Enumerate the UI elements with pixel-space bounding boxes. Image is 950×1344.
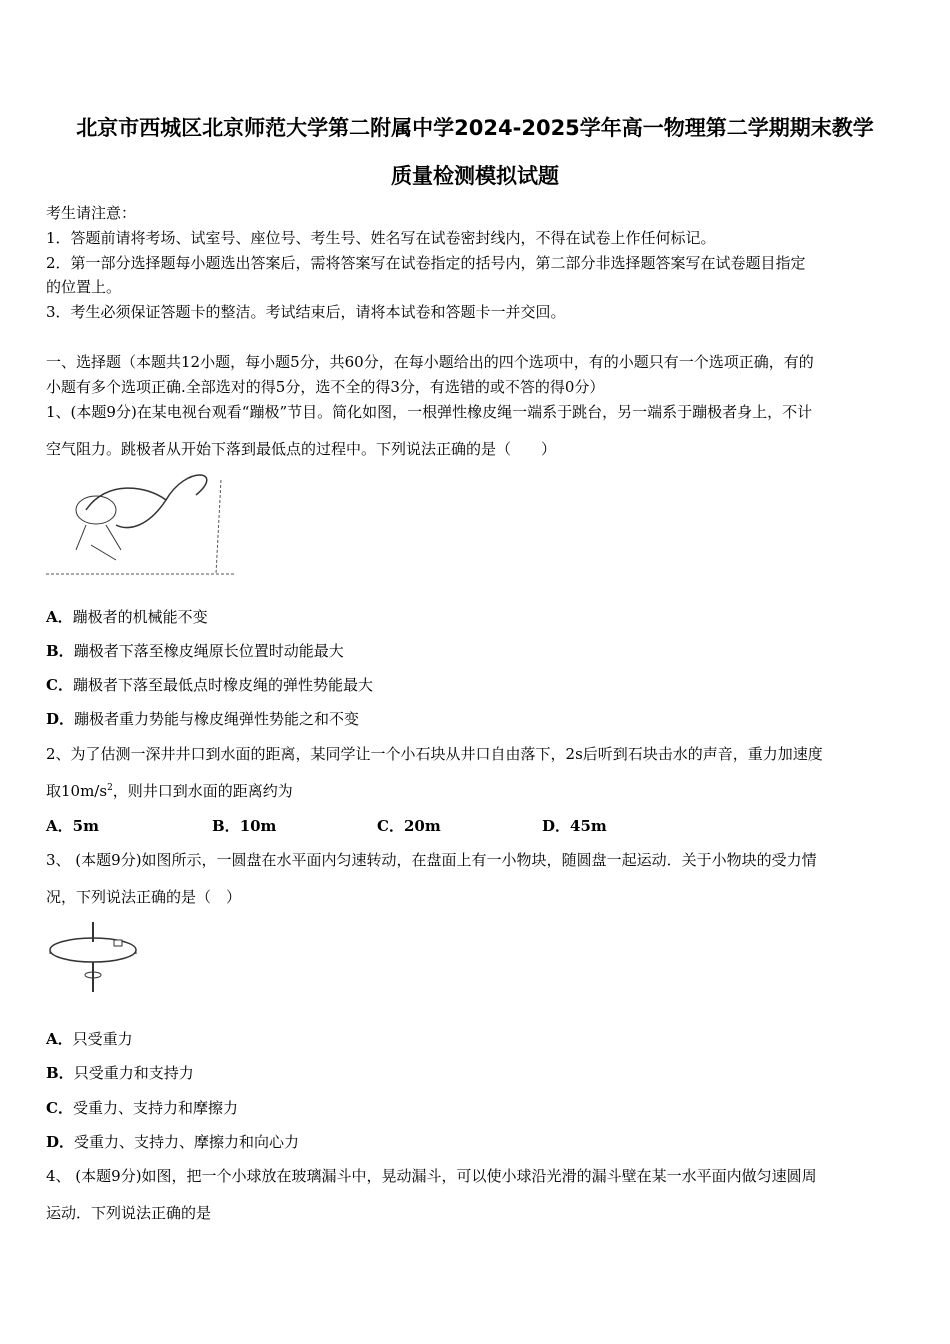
q1-stem: 空气阻力。跳极者从开始下落到最低点的过程中。下列说法正确的是（ ） xyxy=(46,440,557,458)
q2-option-a: A．5m xyxy=(46,817,99,835)
bungee-jump-figure xyxy=(46,470,236,580)
notice-item: 的位置上。 xyxy=(46,278,122,296)
q4-stem: 运动．下列说法正确的是 xyxy=(46,1204,212,1222)
title-line-1: 北京市西城区北京师范大学第二附属中学2024-2025学年高一物理第二学期期末教学 xyxy=(76,116,874,140)
q3-option-a: A．只受重力 xyxy=(46,1030,133,1048)
section-instructions: 一、选择题（本题共12小题，每小题5分，共60分，在每小题给出的四个选项中，有的小题只有一个选项正确，有的 xyxy=(46,353,814,371)
q1-stem: 1、(本题9分)在某电视台观看“蹦极”节目。简化如图，一根弹性橡皮绳一端系于跳台，另一端系于蹦极者身上，不计 xyxy=(46,403,813,421)
q3-stem: 况，下列说法正确的是（ ） xyxy=(46,888,242,906)
notice-heading: 考生请注意： xyxy=(46,204,137,222)
title-line-2: 质量检测模拟试题 xyxy=(391,164,559,188)
q1-option-d: D．蹦极者重力势能与橡皮绳弹性势能之和不变 xyxy=(46,710,360,728)
q2-option-b: B．10m xyxy=(212,817,277,835)
q3-option-b: B．只受重力和支持力 xyxy=(46,1064,194,1082)
notice-item: 1．答题前请将考场、试室号、座位号、考生号、姓名写在试卷密封线内，不得在试卷上作任何标记。 xyxy=(46,229,716,247)
q2-option-d: D．45m xyxy=(542,817,607,835)
q2-option-c: C．20m xyxy=(377,817,441,835)
q2-stem: 取$10m/s^2$，则井口到水面的距离约为 xyxy=(46,782,293,800)
notice-item: 3．考生必须保证答题卡的整洁。考试结束后，请将本试卷和答题卡一并交回。 xyxy=(46,303,566,321)
rotating-disc-figure xyxy=(46,920,141,995)
q1-option-b: B．蹦极者下落至橡皮绳原长位置时动能最大 xyxy=(46,642,344,660)
q1-option-a: A．蹦极者的机械能不变 xyxy=(46,608,208,626)
q2-stem: 2、为了估测一深井井口到水面的距离，某同学让一个小石块从井口自由落下，2s后听到石块击水的声音，重力加速度 xyxy=(46,745,823,763)
q3-stem: 3、 (本题9分)如图所示，一圆盘在水平面内匀速转动，在盘面上有一小物块，随圆盘一起运动．关于小物块的受力情 xyxy=(46,851,817,869)
q3-option-d: D．受重力、支持力、摩擦力和向心力 xyxy=(46,1133,300,1151)
q1-option-c: C．蹦极者下落至最低点时橡皮绳的弹性势能最大 xyxy=(46,676,373,694)
notice-item: 2．第一部分选择题每小题选出答案后，需将答案写在试卷指定的括号内，第二部分非选择题答案写在试卷题目指定 xyxy=(46,254,806,272)
section-instructions: 小题有多个选项正确.全部选对的得5分，选不全的得3分，有选错的或不答的得0分） xyxy=(46,378,605,396)
q4-stem: 4、 (本题9分)如图，把一个小球放在玻璃漏斗中，晃动漏斗，可以使小球沿光滑的漏斗壁在某一水平面内做匀速圆周 xyxy=(46,1167,817,1185)
q3-option-c: C．受重力、支持力和摩擦力 xyxy=(46,1099,238,1117)
